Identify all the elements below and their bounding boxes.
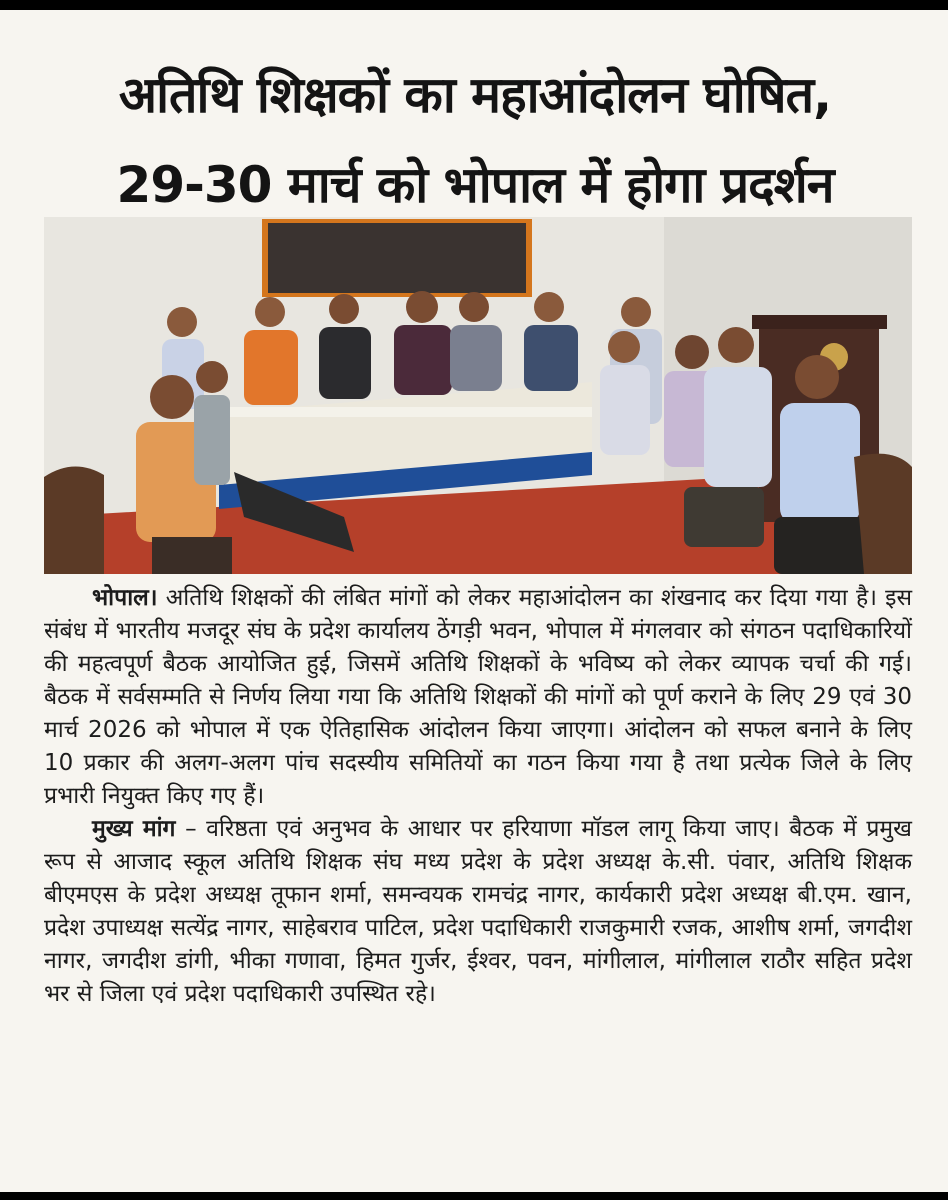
- headline-line-2: 29-30 मार्च को भोपाल में होगा प्रदर्शन: [116, 156, 834, 214]
- dateline: भोपाल।: [92, 585, 158, 611]
- headline-line-1: अतिथि शिक्षकों का महाआंदोलन घोषित,: [118, 66, 832, 124]
- article-paragraph-1: [44, 582, 912, 813]
- newspaper-clipping: [0, 10, 948, 1192]
- headline: [30, 50, 920, 230]
- paragraph-2-text: – वरिष्ठता एवं अनुभव के आधार पर हरियाणा मॉडल लागू किया जाए। बैठक में प्रमुख रूप से आजाद स्कूल अतिथि शिक्षक संघ मध्य प्रदेश के प्रदेश अध्यक्ष के.सी. पंवार, अतिथि शिक्षक बीएमएस के प्रदेश अध्यक्ष तूफान शर्मा, समन्वयक रामचंद्र नागर, कार्यकारी प्रदेश अध्यक्ष बी.एम. खान, प्रदेश उपाध्यक्ष सत्येंद्र नागर, साहेबराव पाटिल, प्रदेश पदाधिकारी राजकुमारी रजक, आशीष शर्मा, जगदीश नागर, जगदीश डांगी, भीका गणावा, हिमत गुर्जर, ईश्वर, पवन, मांगीलाल, मांगीलाल राठौर सहित प्रदेश भर से जिला एवं प्रदेश पदाधिकारी उपस्थित रहे।: [44, 816, 913, 1007]
- paragraph-1-text: अतिथि शिक्षकों की लंबित मांगों को लेकर महाआंदोलन का शंखनाद कर दिया गया है। इस संबंध में भारतीय मजदूर संघ के प्रदेश कार्यालय ठेंगड़ी भवन, भोपाल में मंगलवार को संगठन पदाधिकारियों की महत्वपूर्ण बैठक आयोजित हुई, जिसमें अतिथि शिक्षकों के भविष्य को लेकर व्यापक चर्चा की गई। बैठक में सर्वसम्मति से निर्णय लिया गया कि अतिथि शिक्षकों की मांगों को पूर्ण कराने के लिए 29 एवं 30 मार्च 2026 को भोपाल में एक ऐतिहासिक आंदोलन किया जाएगा। आंदोलन को सफल बनाने के लिए 10 प्रकार की अलग-अलग पांच सदस्यीय समितियों का गठन किया गया है तथा प्रत्येक जिले के लिए प्रभारी नियुक्त किए गए हैं।: [44, 585, 912, 809]
- article-body: [44, 582, 912, 1011]
- main-demand-label: मुख्य मांग: [92, 816, 176, 842]
- meeting-photo: [44, 217, 912, 574]
- article-paragraph-2: [44, 813, 912, 1011]
